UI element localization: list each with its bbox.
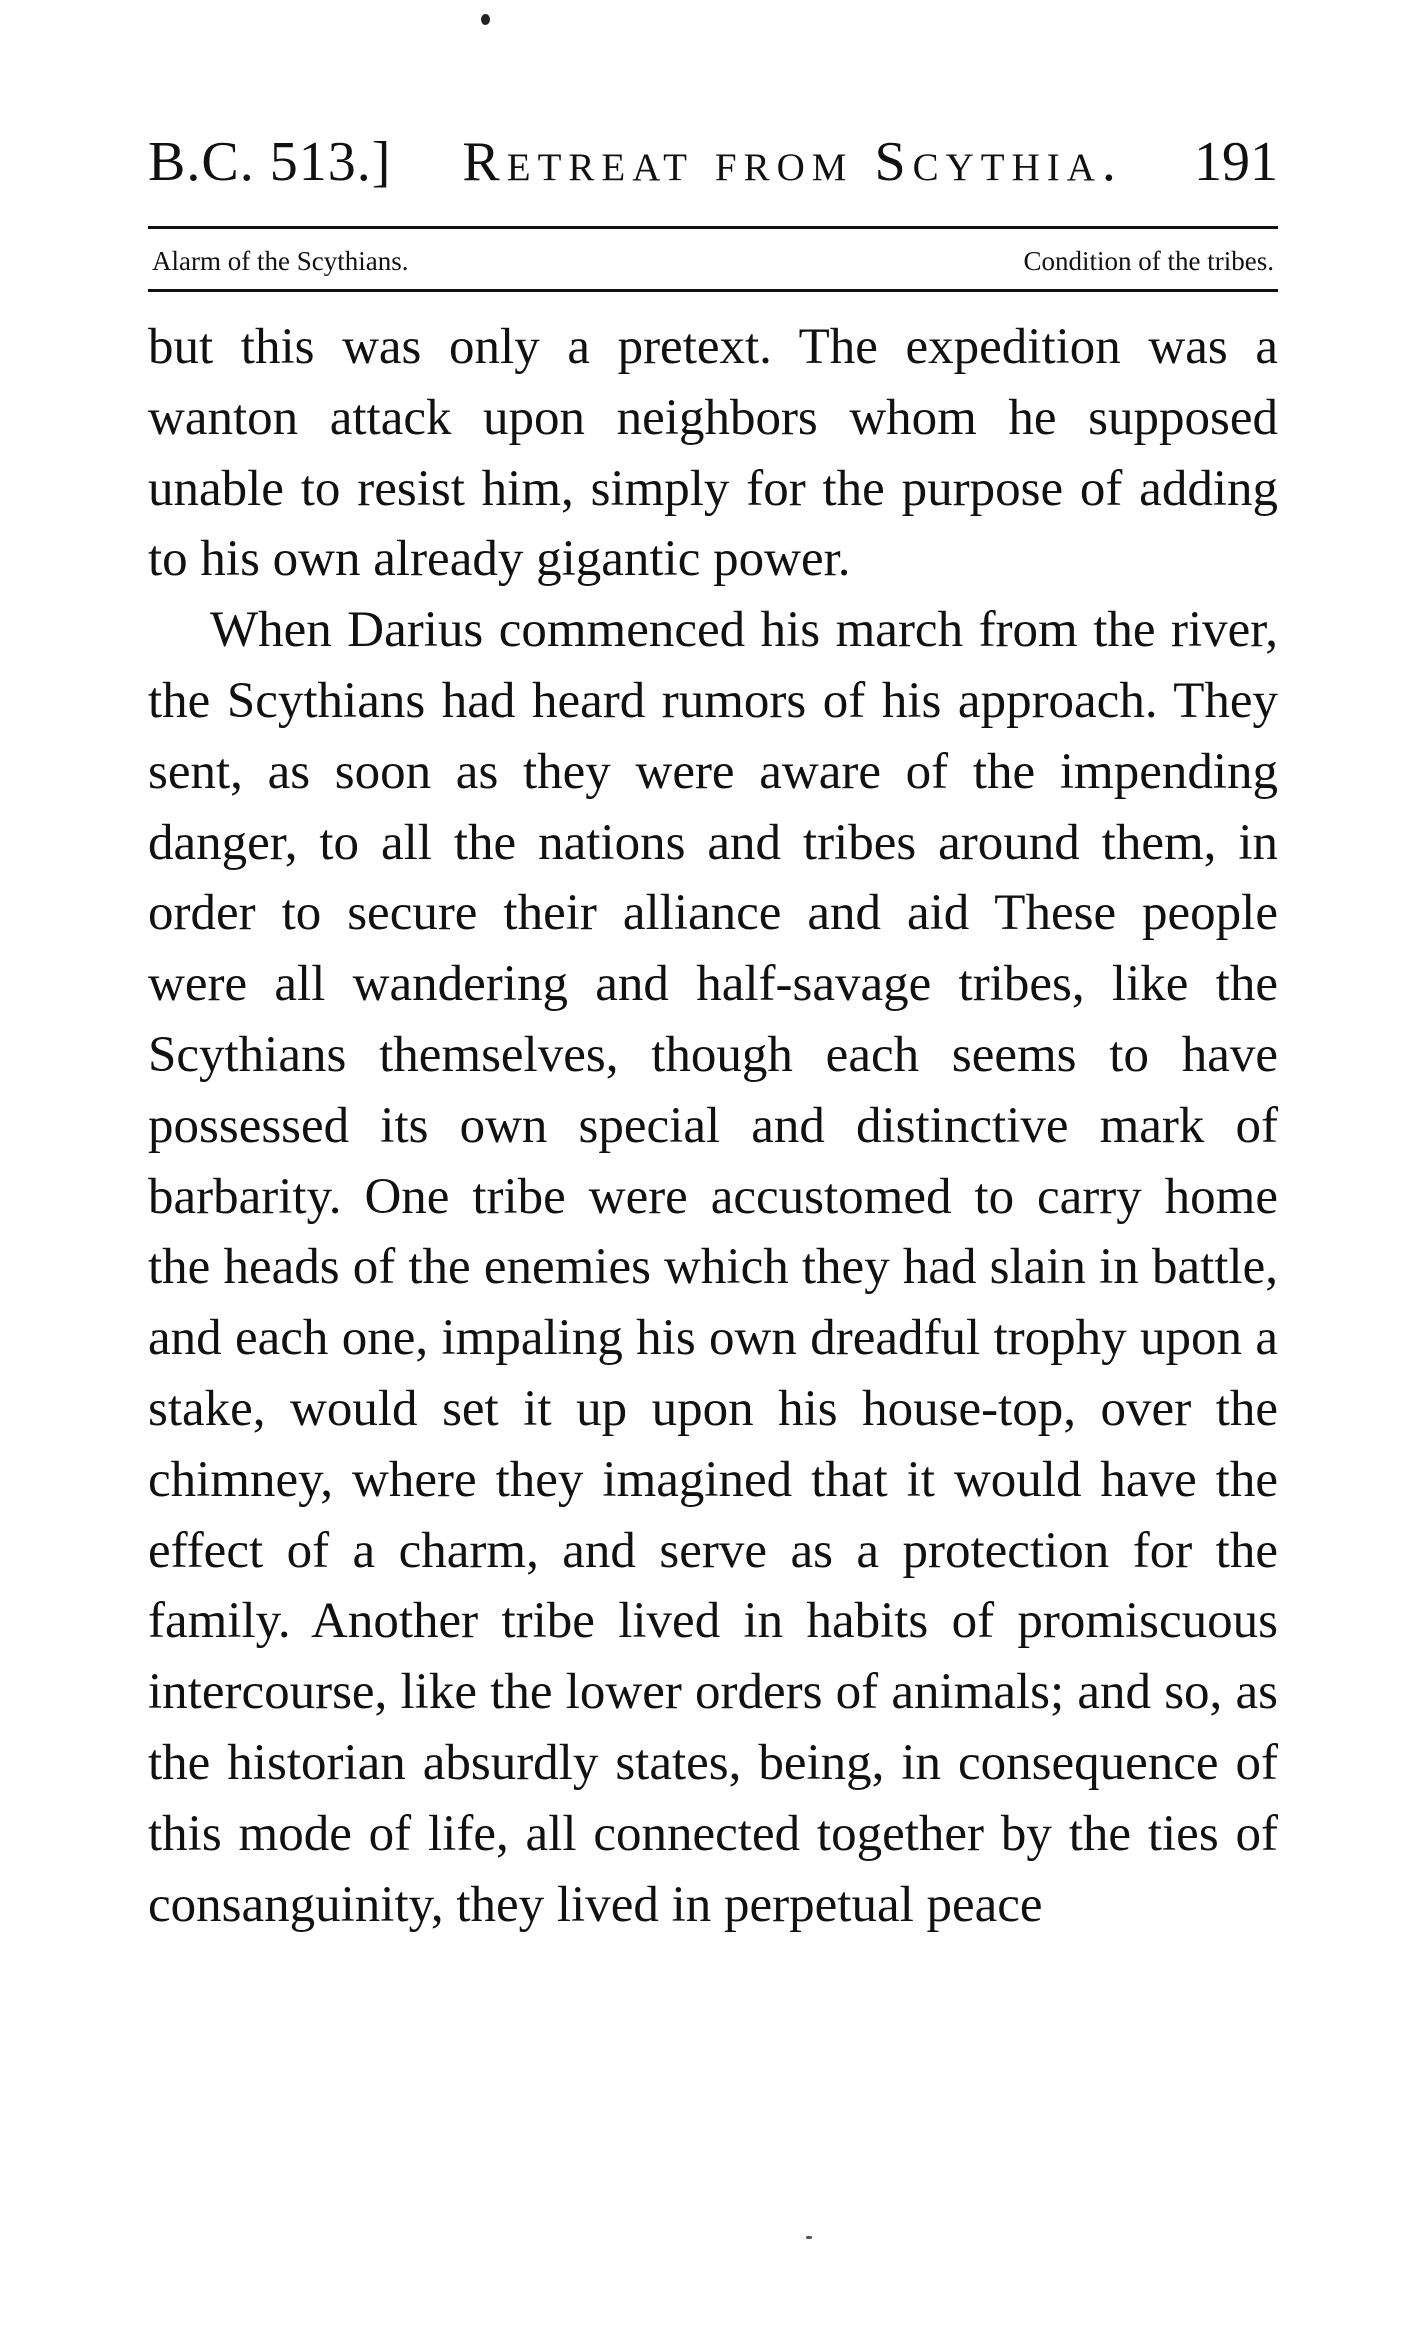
- running-head: [148, 122, 1278, 202]
- header-rule-bottom: [148, 289, 1278, 292]
- ink-speck: [481, 14, 490, 25]
- running-head-title: Retreat from Scythia.: [462, 131, 1123, 193]
- subhead-right: Condition of the tribes.: [1023, 245, 1274, 276]
- subhead-left: Alarm of the Scythians.: [152, 245, 409, 276]
- header-rule-top: [148, 226, 1278, 229]
- running-head-date: B.C. 513.]: [148, 131, 392, 193]
- page-number: 191: [1194, 131, 1278, 193]
- body-text: [148, 312, 1278, 1940]
- marginal-subheads: [152, 238, 1274, 284]
- paragraph-continuation: but this was only a pretext. The expedition was a wanton attack upon neighbors whom he supposed unable to resist him, simply for the purpose of adding to his own already gigantic power.: [148, 319, 1278, 588]
- ink-speck-small: [806, 2236, 812, 2239]
- paragraph-darius-march: When Darius commenced his march from the river, the Scythians had heard rumors of his approach. They sent, as soon as they were aware of the impending danger, to all the nations and tribes around them, in order to secure their alliance and aid These people were all wandering and half-savage tribes, like the Scythians themselves, though each seems to have possessed its own special and distinctive mark of barbarity. One tribe were accustomed to carry home the heads of the enemies which they had slain in battle, and each one, impaling his own dreadful trophy upon a stake, would set it up upon his house-top, over the chimney, where they imagined that it would have the effect of a charm, and serve as a protection for the family. Another tribe lived in habits of promiscuous intercourse, like the lower orders of animals; and so, as the historian absurdly states, being, in consequence of this mode of life, all connected together by the ties of consanguinity, they lived in perpetual peace: [148, 602, 1278, 1933]
